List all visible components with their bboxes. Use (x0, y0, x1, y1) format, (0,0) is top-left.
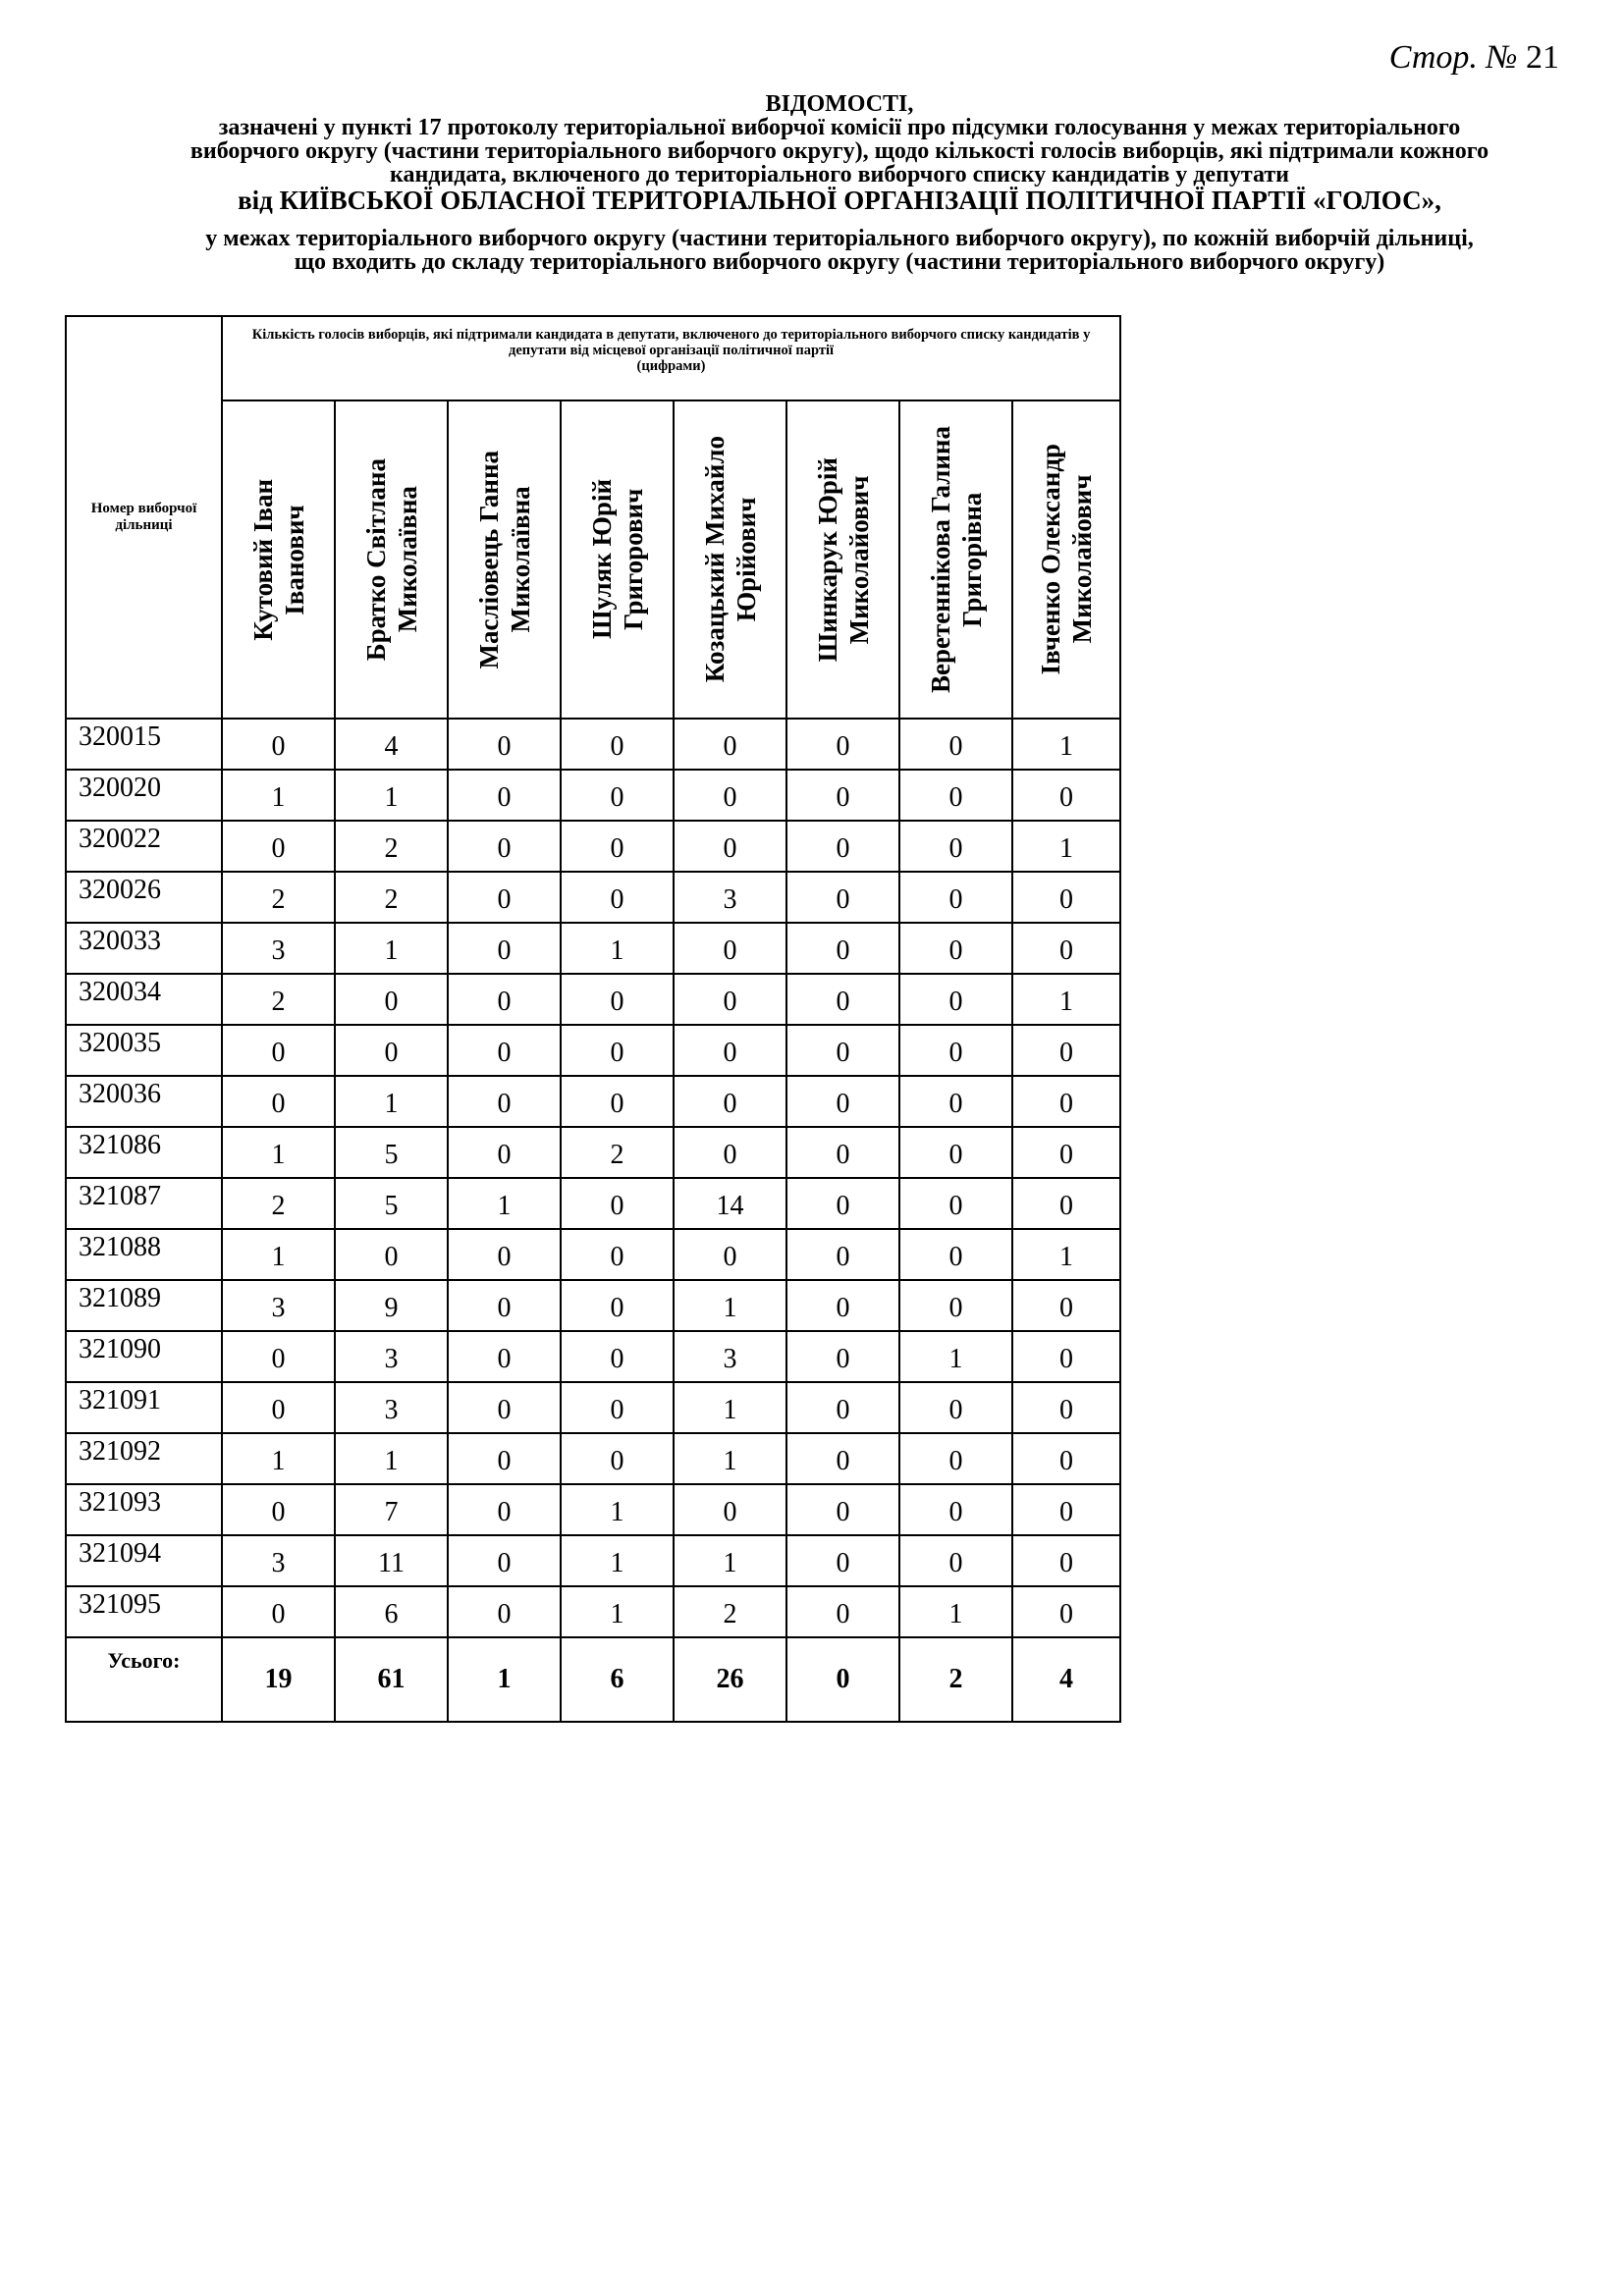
vote-count: 0 (448, 1433, 561, 1484)
vote-count: 0 (448, 1484, 561, 1535)
vote-count: 5 (335, 1178, 448, 1229)
vote-count: 0 (899, 1280, 1012, 1331)
vote-count: 0 (786, 821, 899, 872)
vote-count: 2 (335, 821, 448, 872)
heading-title: ВІДОМОСТІ, (765, 91, 914, 117)
vote-count: 0 (561, 1178, 674, 1229)
vote-count: 0 (899, 1178, 1012, 1229)
vote-count: 0 (899, 1535, 1012, 1586)
vote-count: 0 (1012, 1535, 1120, 1586)
vote-count: 0 (222, 1484, 335, 1535)
vote-count: 0 (1012, 1331, 1120, 1382)
candidate-name (812, 457, 875, 662)
heading-line-4: від КИЇВСЬКОЇ ОБЛАСНОЇ ТЕРИТОРІАЛЬНОЇ ОРГАНІЗАЦІЇ ПОЛІТИЧНОЇ ПАРТІЇ «ГОЛОС», (238, 186, 1441, 215)
vote-count: 3 (335, 1331, 448, 1382)
candidate-name-line-1: Веретеннікова Галина (925, 425, 955, 694)
vote-count: 3 (222, 923, 335, 974)
vote-count: 0 (899, 1433, 1012, 1484)
vote-count: 1 (561, 1484, 674, 1535)
candidate-name (247, 479, 310, 641)
candidate-name (925, 426, 988, 693)
vote-count: 0 (335, 1229, 448, 1280)
vote-count: 0 (561, 872, 674, 923)
table-row (66, 1280, 1120, 1331)
vote-count: 3 (674, 1331, 786, 1382)
vote-count: 1 (335, 1076, 448, 1127)
vote-count: 0 (674, 821, 786, 872)
candidate-name (360, 458, 423, 661)
vote-count: 0 (561, 1280, 674, 1331)
document-heading (88, 92, 1591, 274)
table-row (66, 1535, 1120, 1586)
candidate-header (786, 400, 899, 719)
candidate-name (699, 436, 762, 682)
vote-count: 0 (448, 1280, 561, 1331)
candidate-name-line-1: Івченко Олександр (1036, 444, 1066, 675)
vote-count: 9 (335, 1280, 448, 1331)
vote-count: 0 (786, 974, 899, 1025)
vote-count: 0 (674, 1229, 786, 1280)
vote-count: 0 (448, 1025, 561, 1076)
vote-count: 0 (899, 1025, 1012, 1076)
vote-count: 0 (561, 1076, 674, 1127)
total-vote-count: 6 (561, 1637, 674, 1722)
vote-count: 0 (786, 1127, 899, 1178)
vote-count: 0 (448, 1127, 561, 1178)
station-number: 321086 (66, 1127, 222, 1178)
vote-count: 1 (335, 770, 448, 821)
candidate-name-line-2: Григорович (618, 488, 648, 631)
vote-count: 1 (222, 1229, 335, 1280)
candidate-header (561, 400, 674, 719)
vote-count: 0 (786, 1178, 899, 1229)
vote-count: 0 (1012, 1484, 1120, 1535)
vote-count: 2 (222, 1178, 335, 1229)
table-row (66, 1178, 1120, 1229)
vote-count: 2 (561, 1127, 674, 1178)
vote-count: 1 (674, 1535, 786, 1586)
candidate-name (473, 451, 536, 669)
candidate-name-line-1: Козацький Михайло (699, 436, 730, 683)
candidate-name-line-2: Миколаївна (392, 486, 422, 633)
candidate-name-line-1: Шуляк Юрій (586, 479, 617, 640)
table-row (66, 821, 1120, 872)
vote-count: 2 (674, 1586, 786, 1637)
vote-count: 0 (1012, 872, 1120, 923)
vote-count: 0 (1012, 1586, 1120, 1637)
vote-count: 0 (335, 1025, 448, 1076)
vote-count: 0 (786, 1382, 899, 1433)
table-row (66, 1484, 1120, 1535)
table-row (66, 1382, 1120, 1433)
candidate-header (899, 400, 1012, 719)
vote-count: 0 (222, 821, 335, 872)
vote-count: 0 (786, 872, 899, 923)
vote-count: 1 (448, 1178, 561, 1229)
vote-count: 0 (674, 974, 786, 1025)
vote-count: 0 (899, 821, 1012, 872)
vote-count: 0 (1012, 770, 1120, 821)
vote-count: 0 (448, 1076, 561, 1127)
station-number: 321092 (66, 1433, 222, 1484)
vote-count: 0 (1012, 1076, 1120, 1127)
page-number-label: Стор. № (1388, 39, 1518, 76)
table-row (66, 1433, 1120, 1484)
group-header-text: Кількість голосів виборців, які підтримали кандидата в депутати, включеного до територіального виборчого списку кандидатів у депутати від місцевої організації політичної партії (251, 327, 1091, 358)
vote-count: 0 (899, 923, 1012, 974)
vote-count: 3 (222, 1280, 335, 1331)
vote-count: 0 (786, 1025, 899, 1076)
heading-line-2: виборчого округу (частини територіального виборчого округу), щодо кількості голосів виборців, які підтримали кожного (189, 138, 1489, 164)
station-number: 321093 (66, 1484, 222, 1535)
candidate-header (674, 400, 786, 719)
vote-count: 3 (222, 1535, 335, 1586)
vote-count: 0 (899, 1229, 1012, 1280)
vote-count: 1 (222, 1433, 335, 1484)
total-vote-count: 19 (222, 1637, 335, 1722)
station-column-header: Номер виборчої дільниці (66, 316, 222, 719)
candidate-name-line-2: Миколайович (1067, 475, 1098, 644)
vote-count: 1 (335, 923, 448, 974)
vote-count: 0 (899, 872, 1012, 923)
vote-count: 0 (786, 1433, 899, 1484)
vote-count: 0 (899, 1127, 1012, 1178)
vote-count: 0 (561, 1433, 674, 1484)
table-row (66, 1586, 1120, 1637)
candidate-name-line-1: Шинкарук Юрій (812, 456, 842, 663)
station-number: 321088 (66, 1229, 222, 1280)
page-number (1389, 39, 1559, 77)
vote-count: 1 (222, 1127, 335, 1178)
vote-count: 0 (335, 974, 448, 1025)
vote-count: 0 (448, 974, 561, 1025)
vote-count: 0 (899, 974, 1012, 1025)
total-vote-count: 0 (786, 1637, 899, 1722)
vote-count: 0 (222, 1025, 335, 1076)
vote-count: 1 (1012, 1229, 1120, 1280)
vote-count: 0 (561, 821, 674, 872)
vote-count: 0 (448, 1535, 561, 1586)
candidate-name-line-1: Кутовий Іван (247, 478, 278, 641)
vote-count: 0 (448, 1229, 561, 1280)
vote-count: 0 (674, 770, 786, 821)
vote-count: 0 (448, 1586, 561, 1637)
vote-count: 0 (222, 1382, 335, 1433)
vote-count: 0 (786, 1535, 899, 1586)
candidate-name-line-1: Братко Світлана (360, 457, 391, 662)
vote-count: 0 (448, 872, 561, 923)
table-row (66, 1127, 1120, 1178)
vote-count: 0 (1012, 1433, 1120, 1484)
vote-count: 0 (674, 1484, 786, 1535)
vote-count: 0 (899, 1076, 1012, 1127)
group-header-note: (цифрами) (636, 358, 706, 374)
heading-line-1: зазначені у пункті 17 протоколу територіальної виборчої комісії про підсумки голосування у межах територіального (218, 115, 1461, 140)
vote-count: 1 (674, 1382, 786, 1433)
candidate-header (448, 400, 561, 719)
station-number: 320026 (66, 872, 222, 923)
vote-count: 0 (786, 1280, 899, 1331)
vote-count: 0 (899, 1484, 1012, 1535)
candidate-name-line-2: Іванович (279, 504, 309, 615)
table-row (66, 1025, 1120, 1076)
vote-count: 0 (561, 719, 674, 770)
vote-count: 0 (448, 1331, 561, 1382)
votes-table (65, 315, 1121, 1723)
vote-count: 0 (448, 1382, 561, 1433)
station-number: 320020 (66, 770, 222, 821)
vote-count: 0 (786, 1484, 899, 1535)
vote-count: 1 (561, 1586, 674, 1637)
vote-count: 0 (1012, 1178, 1120, 1229)
vote-count: 1 (335, 1433, 448, 1484)
station-number: 320035 (66, 1025, 222, 1076)
candidate-name-line-1: Масліовець Ганна (473, 450, 504, 669)
candidate-header (335, 400, 448, 719)
total-vote-count: 26 (674, 1637, 786, 1722)
total-vote-count: 61 (335, 1637, 448, 1722)
vote-count: 1 (674, 1433, 786, 1484)
vote-count: 2 (222, 974, 335, 1025)
vote-count: 0 (786, 1586, 899, 1637)
vote-count: 0 (786, 770, 899, 821)
vote-count: 0 (674, 1025, 786, 1076)
total-vote-count: 1 (448, 1637, 561, 1722)
total-label: Усього: (66, 1637, 222, 1722)
vote-count: 1 (674, 1280, 786, 1331)
vote-count: 3 (674, 872, 786, 923)
vote-count: 0 (786, 1331, 899, 1382)
vote-count: 0 (222, 1331, 335, 1382)
vote-count: 3 (335, 1382, 448, 1433)
candidate-name-line-2: Григорівна (956, 492, 987, 627)
vote-count: 0 (899, 719, 1012, 770)
vote-count: 1 (1012, 719, 1120, 770)
vote-count: 0 (561, 974, 674, 1025)
vote-count: 0 (674, 1127, 786, 1178)
candidate-name-line-2: Миколаївна (505, 486, 535, 633)
vote-count: 0 (786, 1229, 899, 1280)
vote-count: 0 (561, 1229, 674, 1280)
candidate-name-line-2: Юрійович (731, 497, 761, 622)
table-row (66, 1331, 1120, 1382)
vote-count: 0 (1012, 1280, 1120, 1331)
candidate-name-line-2: Миколайович (843, 475, 874, 644)
table-row (66, 719, 1120, 770)
vote-count: 0 (786, 923, 899, 974)
vote-count: 1 (561, 1535, 674, 1586)
vote-count: 11 (335, 1535, 448, 1586)
vote-count: 0 (899, 1382, 1012, 1433)
vote-count: 0 (448, 770, 561, 821)
table-row (66, 872, 1120, 923)
station-number: 320033 (66, 923, 222, 974)
station-number: 321089 (66, 1280, 222, 1331)
vote-count: 4 (335, 719, 448, 770)
vote-count: 0 (448, 821, 561, 872)
candidate-header (222, 400, 335, 719)
vote-count: 2 (222, 872, 335, 923)
vote-count: 1 (222, 770, 335, 821)
station-number: 321090 (66, 1331, 222, 1382)
candidate-header (1012, 400, 1120, 719)
vote-count: 1 (1012, 821, 1120, 872)
station-number: 321094 (66, 1535, 222, 1586)
vote-count: 0 (222, 1586, 335, 1637)
station-number: 320022 (66, 821, 222, 872)
vote-count: 0 (1012, 1382, 1120, 1433)
vote-count: 0 (1012, 1127, 1120, 1178)
vote-count: 0 (1012, 1025, 1120, 1076)
vote-count: 0 (674, 923, 786, 974)
vote-count: 0 (448, 923, 561, 974)
candidate-name (1035, 444, 1098, 674)
vote-count: 0 (561, 770, 674, 821)
vote-count: 0 (561, 1331, 674, 1382)
vote-count: 0 (561, 1025, 674, 1076)
heading-line-6: що входить до складу територіального виборчого округу (частини територіального виборчого округу) (294, 249, 1385, 275)
page-number-value: 21 (1526, 39, 1559, 76)
heading-line-5: у межах територіального виборчого округу (частини територіального виборчого округу), по кожній виборчій дільниці, (205, 226, 1474, 251)
vote-count: 0 (1012, 923, 1120, 974)
table-row (66, 974, 1120, 1025)
station-number: 320015 (66, 719, 222, 770)
heading-line-3: кандидата, включеного до територіального виборчого списку кандидатів у депутати (389, 162, 1289, 187)
total-vote-count: 4 (1012, 1637, 1120, 1722)
vote-count: 1 (561, 923, 674, 974)
vote-count: 1 (899, 1586, 1012, 1637)
vote-count: 7 (335, 1484, 448, 1535)
vote-count: 0 (222, 1076, 335, 1127)
total-vote-count: 2 (899, 1637, 1012, 1722)
vote-count: 1 (899, 1331, 1012, 1382)
station-number: 321091 (66, 1382, 222, 1433)
vote-count: 14 (674, 1178, 786, 1229)
station-number: 321095 (66, 1586, 222, 1637)
vote-count: 0 (674, 1076, 786, 1127)
table-row (66, 770, 1120, 821)
vote-count: 6 (335, 1586, 448, 1637)
table-row (66, 1076, 1120, 1127)
candidate-name (586, 479, 649, 639)
station-number: 320034 (66, 974, 222, 1025)
vote-count: 0 (786, 1076, 899, 1127)
vote-count: 0 (786, 719, 899, 770)
vote-count: 0 (899, 770, 1012, 821)
vote-count: 0 (222, 719, 335, 770)
candidates-group-header (222, 316, 1120, 400)
vote-count: 5 (335, 1127, 448, 1178)
vote-count: 0 (448, 719, 561, 770)
vote-count: 1 (1012, 974, 1120, 1025)
total-row (66, 1637, 1120, 1722)
station-number: 321087 (66, 1178, 222, 1229)
vote-count: 0 (674, 719, 786, 770)
vote-count: 2 (335, 872, 448, 923)
table-row (66, 923, 1120, 974)
station-number: 320036 (66, 1076, 222, 1127)
table-row (66, 1229, 1120, 1280)
vote-count: 0 (561, 1382, 674, 1433)
